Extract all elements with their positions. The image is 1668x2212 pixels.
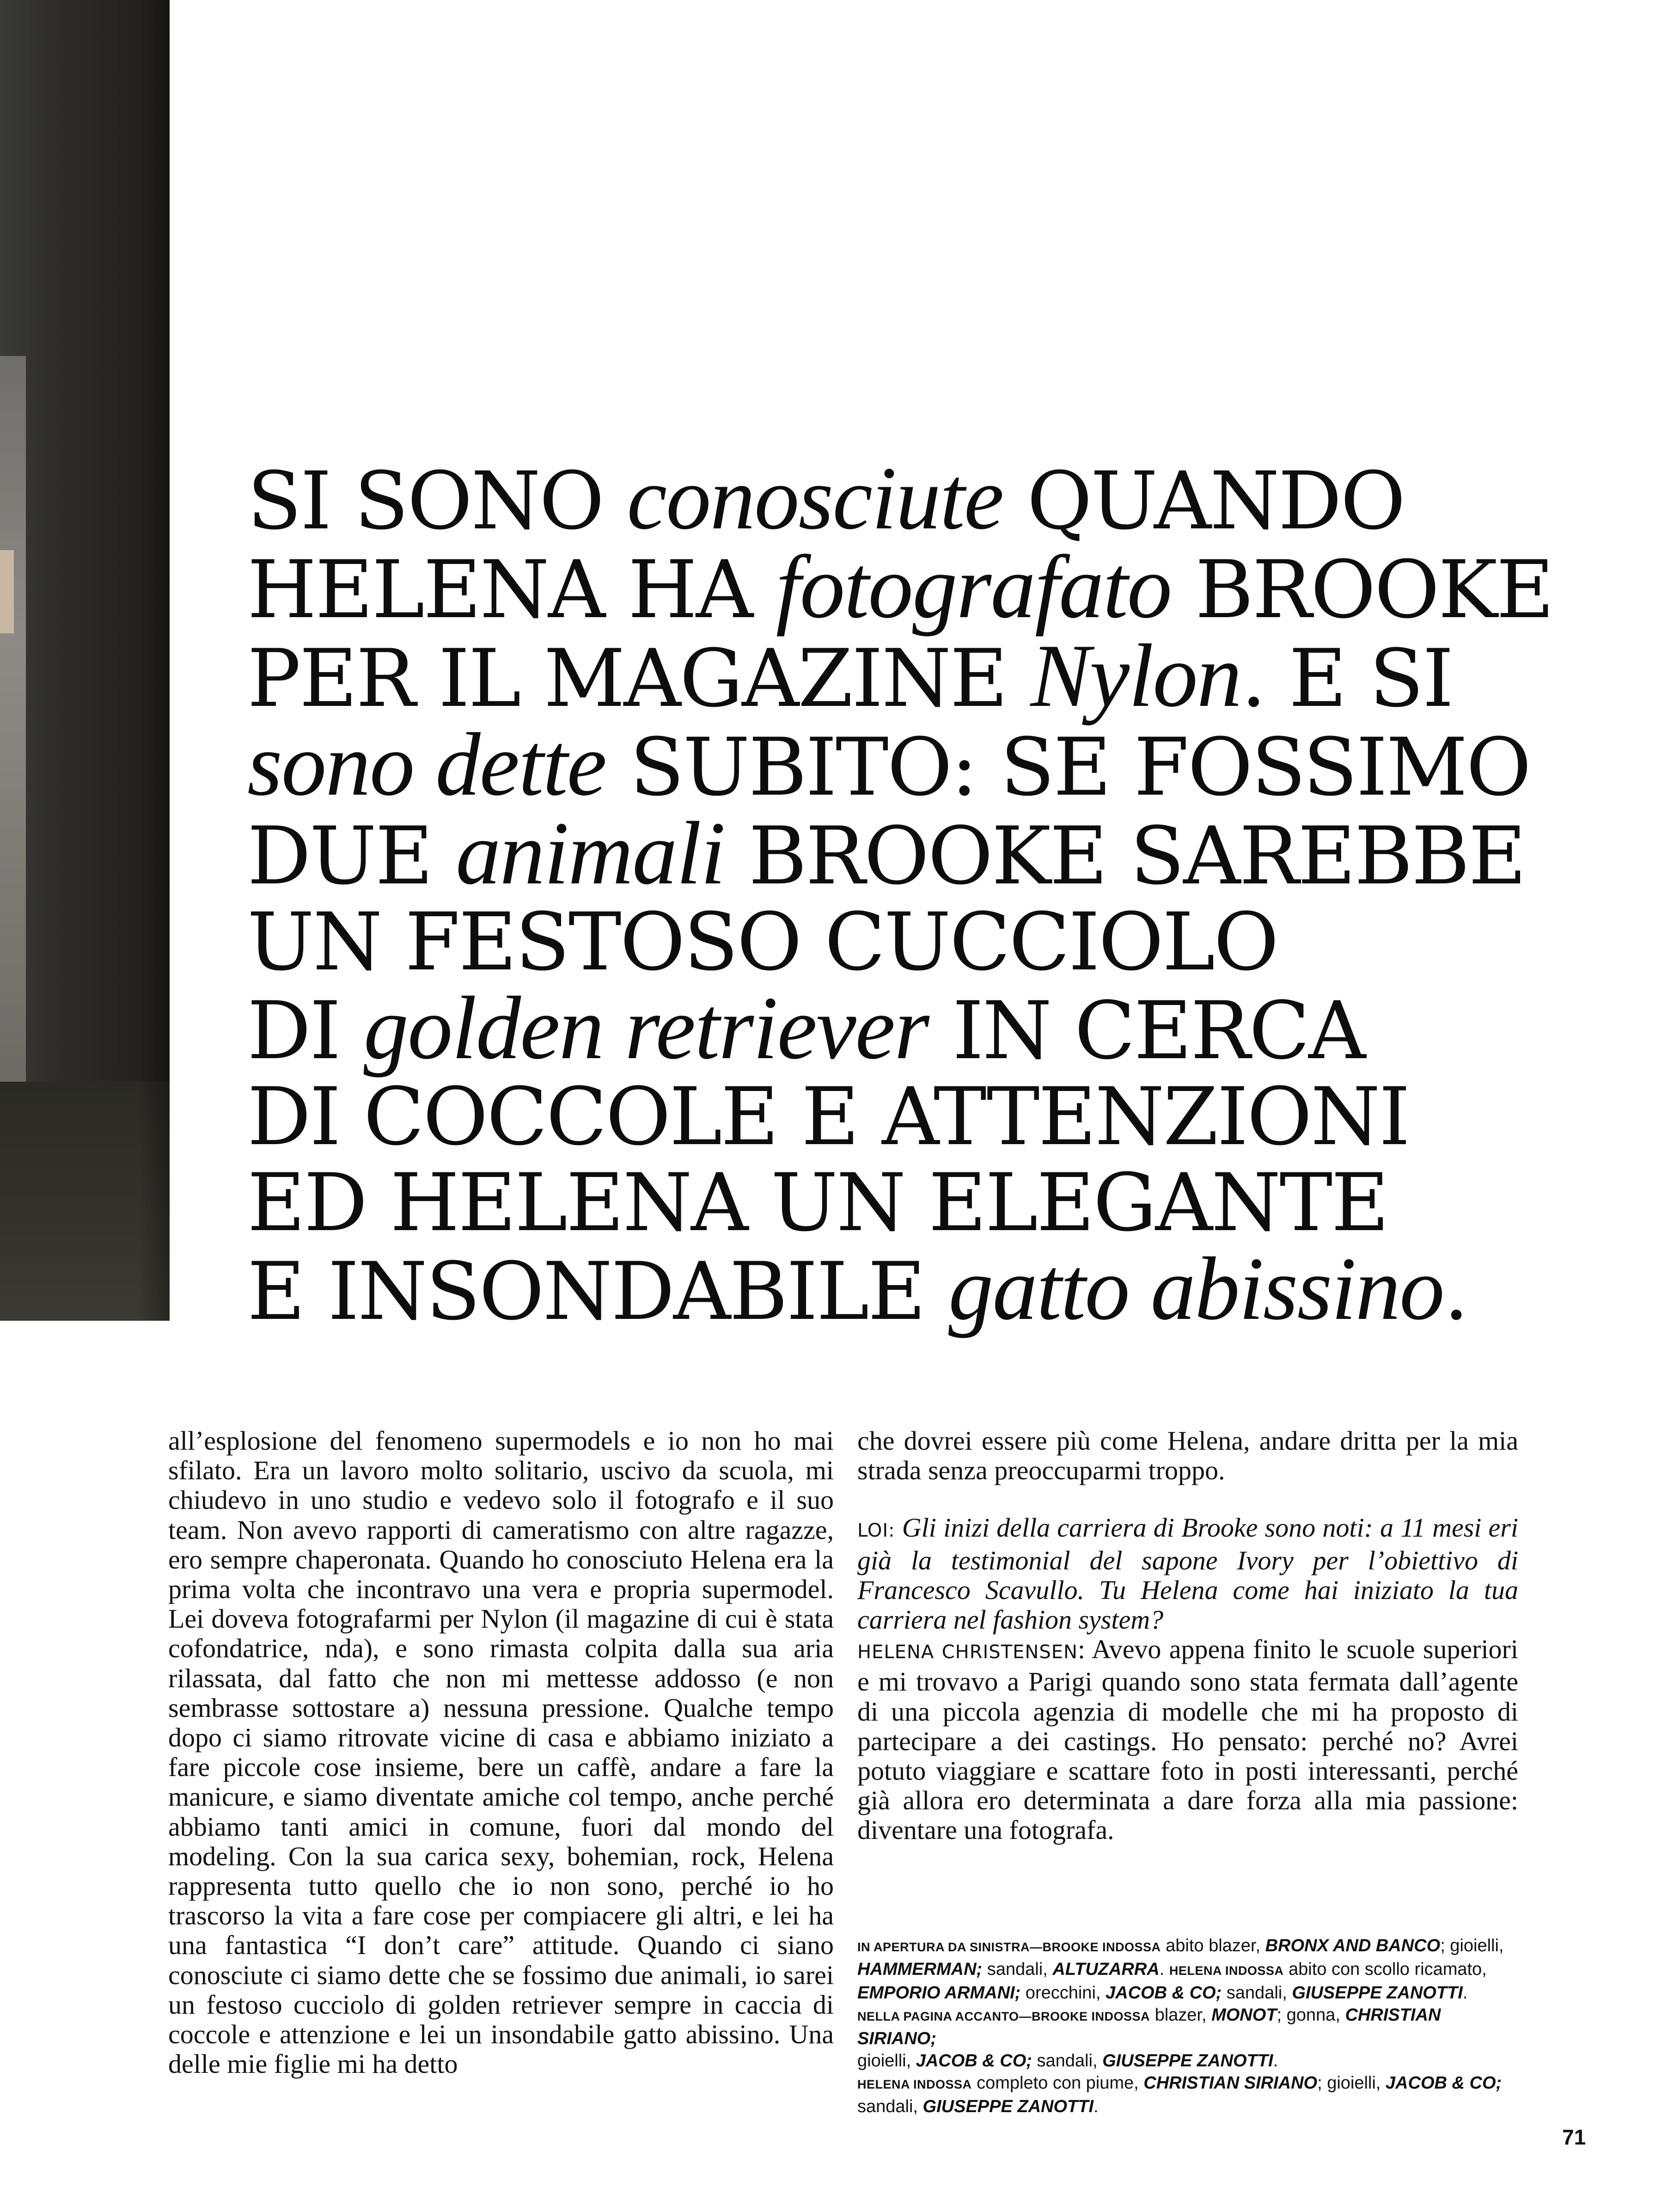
pull-quote-line (247, 626, 1523, 726)
credit-brand: MONOT (1211, 2005, 1277, 2025)
credit-line (857, 1935, 1518, 1958)
question-text: Gli inizi della carriera di Brooke sono noti: a 11 mesi eri già la testimonial del sapone Ivory per l’obiettivo di Francesco Scavullo. Tu Helena come hai iniziato la tua carriera nel fashion system? (857, 1513, 1518, 1635)
pull-quote-line (247, 1156, 1523, 1249)
credit-line (857, 2072, 1518, 2096)
pull-quote-text: DI (247, 984, 364, 1077)
credit-label: HELENA INDOSSA (1169, 1964, 1284, 1978)
credit-brand: JACOB & CO; (1106, 1983, 1222, 2003)
credit-line (857, 2096, 1518, 2118)
pull-quote-italic: gatto abissino (948, 1239, 1444, 1339)
pull-quote-text: HELENA HA (247, 543, 776, 636)
pull-quote-italic: sono dette (247, 715, 606, 815)
pull-quote-line (247, 1070, 1523, 1163)
credit-text: . (1159, 1960, 1169, 1979)
credit-text: abito blazer, (1161, 1936, 1265, 1955)
question-speaker: LOI: (857, 1520, 895, 1542)
credit-text: abito con scollo ricamato, (1283, 1960, 1487, 1979)
credit-text: gioielli, (857, 2051, 916, 2071)
credit-brand: ALTUZARRA (1052, 1960, 1160, 1979)
pull-quote-italic: fotografato (776, 537, 1172, 637)
credit-brand: JACOB & CO; (1385, 2073, 1502, 2093)
credit-text: ; gioielli, (1440, 1936, 1504, 1955)
page-number: 71 (1562, 2125, 1586, 2149)
credit-text: blazer, (1150, 2005, 1212, 2025)
pull-quote-line (247, 978, 1523, 1078)
pull-quote-text: BROOKE (1171, 543, 1553, 636)
credit-line (857, 1958, 1518, 1982)
pull-quote-line (247, 715, 1530, 815)
credit-brand: JACOB & CO; (916, 2051, 1032, 2071)
credit-text: sandali, (982, 1960, 1053, 1979)
pull-quote-text: E INSONDABILE (247, 1245, 948, 1338)
credit-line (857, 1982, 1518, 2004)
credit-text: . (1094, 2097, 1099, 2116)
credit-text: ; gioielli, (1317, 2073, 1386, 2093)
credit-line (857, 2050, 1518, 2072)
fashion-credits (857, 1935, 1518, 2118)
pull-quote-text: . (1443, 1245, 1468, 1338)
answer-speaker: HELENA CHRISTENSEN (857, 1642, 1078, 1663)
pull-quote-text: DI COCCOLE E ATTENZIONI (247, 1070, 1409, 1163)
photo-edge-shadow (139, 0, 170, 1321)
pull-quote-text: . E SI (1241, 632, 1453, 725)
pull-quote-line (247, 803, 1525, 903)
body-paragraph: all’esplosione del fenomeno supermodels e io non ho mai sfilato. Era un lavoro molto solitario, uscivo da scuola, mi chiudevo in uno studio e vedevo solo il fotografo e il suo team. Non avevo rapporti di cameratismo con altre ragazze, ero sempre chaperonata. Quando ho conosciuto Helena era la prima volta che incontravo una vera e propria supermodel. Lei doveva fotografarmi per Nylon (il magazine di cui è stata cofondatrice, nda), e sono rimasta colpita dalla sua aria rilassata, dal fatto che non mi mettesse addosso (e non sembrasse sottostare a) nessuna pressione. Qualche tempo dopo ci siamo ritrovate vicine di casa e abbiamo iniziato a fare piccole cose insieme, bere un caffè, andare a fare la manicure, e siamo diventate amiche col tempo, anche perché abbiamo tanti amici in comune, fuori dal mondo del modeling. Con la sua carica sexy, bohemian, rock, Helena rappresenta tutto quello che io non sono, perché io ho trascorso la vita a fare cose per compiacere gli altri, e lei ha una fantastica “I don’t care” attitude. Quando ci siano conosciute ci siamo dette che se fossimo due animali, io sarei un festoso cucciolo di golden retriever sempre in caccia di coccole e attenzione e lei un insondabile gatto abissino. Una delle mie figlie mi ha detto (168, 1426, 834, 2079)
credit-text: sandali, (1032, 2051, 1103, 2071)
pull-quote-line (247, 1239, 1523, 1339)
pull-quote-italic: animali (456, 803, 725, 903)
body-column-left (168, 1426, 834, 2079)
credit-brand: HAMMERMAN; (857, 1960, 983, 1979)
credit-brand: GIUSEPPE ZANOTTI (1102, 2051, 1273, 2071)
pull-quote-line (247, 537, 1553, 637)
answer-text: : Avevo appena finito le scuole superiori e mi trovavo a Parigi quando sono stata fermata dall’agente di una piccola agenzia di modelle che mi ha proposto di partecipare a dei castings. Ho pensato: perché no? Avrei potuto viaggiare e scattare foto in posti interessanti, perché già allora ero determinata a dare forza alla mia passione: diventare una fotografa. (857, 1634, 1518, 1845)
credit-brand: GIUSEPPE ZANOTTI (923, 2097, 1094, 2116)
pull-quote-text: ED HELENA UN ELEGANTE (247, 1156, 1388, 1249)
credit-label: IN APERTURA DA SINISTRA—BROOKE INDOSSA (857, 1940, 1161, 1954)
interview-question (857, 1513, 1518, 1635)
pull-quote-text: UN FESTOSO CUCCIOLO (247, 895, 1278, 988)
pull-quote-text: SI SONO (247, 454, 627, 547)
interview-answer (857, 1635, 1518, 1845)
pull-quote (247, 448, 1553, 1339)
credit-brand: BRONX AND BANCO (1265, 1936, 1441, 1955)
credit-text: sandali, (857, 2097, 923, 2116)
credit-text: orecchini, (1020, 1983, 1106, 2003)
pull-quote-italic: conosciute (627, 448, 1003, 548)
credit-brand: EMPORIO ARMANI; (857, 1983, 1021, 2003)
credit-label: NELLA PAGINA ACCANTO—BROOKE INDOSSA (857, 2010, 1150, 2023)
credit-text: sandali, (1222, 1983, 1292, 2003)
credit-brand: CHRISTIAN SIRIANO (1143, 2073, 1318, 2093)
photo-crop (0, 0, 170, 1321)
credit-text: completo con piume, (971, 2073, 1144, 2093)
credit-brand: CHRISTIAN SIRIANO; (857, 2005, 1441, 2048)
hand (0, 550, 14, 633)
pull-quote-text: QUANDO (1003, 454, 1405, 547)
pull-quote-line (247, 448, 1523, 548)
pull-quote-italic: Nylon (1030, 626, 1241, 726)
credit-brand: GIUSEPPE ZANOTTI (1292, 1983, 1463, 2003)
pull-quote-text: PER IL MAGAZINE (247, 632, 1031, 725)
pull-quote-text: DUE (247, 809, 456, 902)
credit-text: . (1462, 1983, 1468, 2003)
credit-text: . (1273, 2051, 1278, 2071)
pull-quote-text: BROOKE SAREBBE (724, 809, 1525, 902)
pull-quote-text: IN CERCA (929, 984, 1365, 1077)
body-paragraph: che dovrei essere più come Helena, andare dritta per la mia strada senza preoccuparmi troppo. (857, 1426, 1518, 1486)
pull-quote-line (247, 895, 1523, 988)
credit-text: ; gonna, (1277, 2005, 1345, 2025)
pull-quote-italic: golden retriever (363, 978, 929, 1078)
body-column-right (857, 1426, 1518, 1845)
pull-quote-text: SUBITO: SE FOSSIMO (606, 721, 1530, 814)
credit-line (857, 2004, 1518, 2050)
credit-label: HELENA INDOSSA (857, 2077, 972, 2091)
